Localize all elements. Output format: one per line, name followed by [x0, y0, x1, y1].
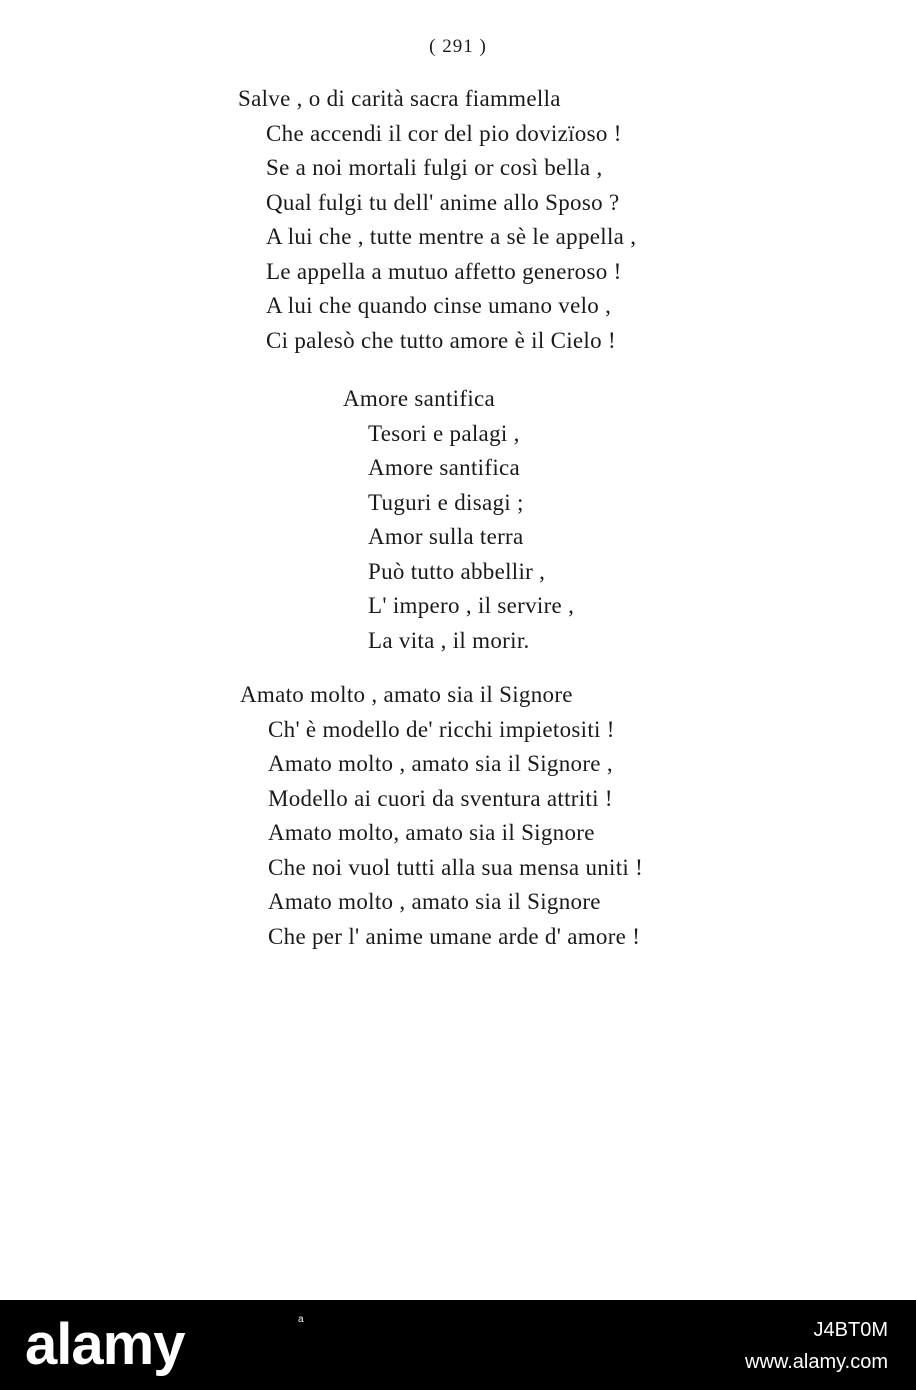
verse-line: Amato molto , amato sia il Signore — [268, 889, 601, 914]
stanza-3 — [240, 678, 643, 954]
verse-line: Se a noi mortali fulgi or così bella , — [266, 155, 603, 180]
stanza-2 — [343, 382, 574, 658]
verse-line: Che noi vuol tutti alla sua mensa uniti ! — [268, 854, 644, 880]
verse-line: Amore santifica — [343, 386, 496, 411]
watermark-footer — [0, 1300, 916, 1390]
verse-line: Ch' è modello de' ricchi impietositi ! — [268, 716, 615, 742]
verse-line: Può tutto abbellir , — [368, 558, 546, 584]
verse-line: Amore santifica — [368, 455, 521, 480]
alamy-logo: alamy — [25, 1312, 185, 1377]
verse-line: Tuguri e disagi ; — [368, 489, 524, 515]
verse-line: La vita , il morir. — [368, 627, 530, 653]
page-number: ( 291 ) — [429, 36, 487, 57]
image-id: J4BT0M — [813, 1319, 888, 1341]
verse-line: Amato molto , amato sia il Signore — [240, 682, 573, 707]
stanza-1 — [238, 82, 636, 358]
verse-line: Modello ai cuori da sventura attriti ! — [268, 785, 613, 811]
verse-line: Tesori e palagi , — [368, 420, 520, 446]
verse-line: Amor sulla terra — [368, 524, 524, 549]
verse-line: A lui che , tutte mentre a sè le appella , — [266, 224, 637, 249]
verse-line: Salve , o di carità sacra fiammella — [238, 86, 561, 111]
verse-line: Che per l' anime umane arde d' amore ! — [268, 923, 641, 949]
verse-line: Le appella a mutuo affetto generoso ! — [266, 258, 622, 284]
verse-line: Amato molto , amato sia il Signore , — [268, 751, 613, 776]
verse-line: Ci palesò che tutto amore è il Cielo ! — [266, 327, 616, 353]
verse-line: Amato molto, amato sia il Signore — [268, 820, 595, 845]
verse-line: Che accendi il cor del pio dovizïoso ! — [266, 120, 622, 146]
verse-line: Qual fulgi tu dell' anime allo Sposo ? — [266, 189, 620, 215]
footer-url: www.alamy.com — [745, 1351, 888, 1373]
verse-line: A lui che quando cinse umano velo , — [266, 293, 612, 318]
alamy-logo-mark: a — [298, 1314, 304, 1325]
verse-line: L' impero , il servire , — [368, 593, 575, 618]
